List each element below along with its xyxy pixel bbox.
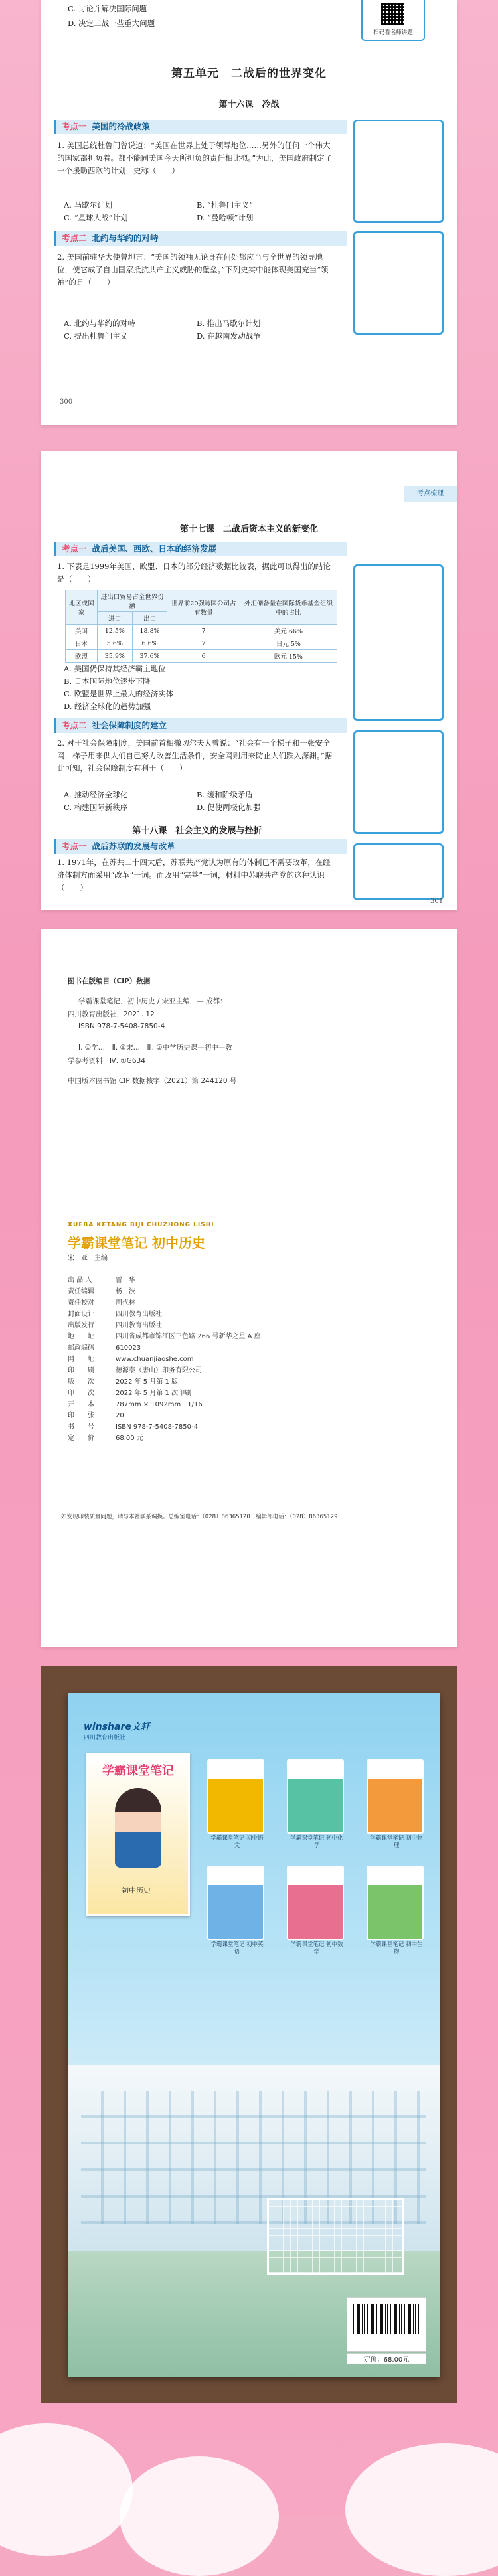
credit-key: 网 址 <box>68 1356 94 1363</box>
series-book-label: 学霸课堂笔记 初中物理 <box>370 1835 423 1849</box>
data-table <box>65 590 337 663</box>
option[interactable]: A. 推动经济全球化 <box>64 790 128 799</box>
option[interactable]: D. 经济全球化的趋势加强 <box>64 702 151 711</box>
option[interactable]: C. 欧盟是世界上最大的经济实体 <box>64 689 174 698</box>
lesson-title: 第十六课 冷战 <box>218 100 280 110</box>
lesson-title: 第十八课 社会主义的发展与挫折 <box>132 826 262 836</box>
key-point-title: 社会保障制度的建立 <box>92 720 167 730</box>
lesson-title: 第十七课 二战后资本主义的新变化 <box>179 524 318 534</box>
table-cell: 日本 <box>66 637 98 650</box>
credit-key: 地 址 <box>68 1333 94 1340</box>
key-point-heading <box>54 231 347 246</box>
note-box[interactable] <box>353 843 444 900</box>
option-d: D. 决定二战一些重大问题 <box>68 19 155 28</box>
question-2-options <box>64 317 343 343</box>
key-point-title: 战后美国、西欧、日本的经济发展 <box>92 544 217 554</box>
option[interactable]: B. 缓和阶级矛盾 <box>197 790 253 799</box>
decor-bubble <box>120 2456 279 2576</box>
main-book-subject: 初中历史 <box>122 1886 151 1895</box>
qr-code-icon <box>381 3 404 25</box>
credit-value: 四川教育出版社 <box>116 1322 162 1329</box>
barcode-icon <box>353 2304 420 2334</box>
side-tab-label: 考点梳理 <box>417 490 444 497</box>
main-book-thumbnail <box>86 1753 190 1916</box>
series-book-label: 学霸课堂笔记 初中英语 <box>210 1941 264 1955</box>
table-cell: 35.9% <box>97 650 132 663</box>
credit-value: 德源泰（唐山）印务有限公司 <box>116 1367 202 1374</box>
key-point-title: 北约与华约的对峙 <box>92 233 159 243</box>
credit-key: 封面设计 <box>68 1311 94 1318</box>
cip-line: Ⅰ. ①学… Ⅱ. ①宋… Ⅲ. ①中学历史课—初中—教 <box>78 1044 232 1052</box>
question-2-text: 2. 美国前驻华大使曾坦言：“美国的领袖无论身在何处都应当与全世界的领导地位，使它成了自由国家抵抗共产主义威胁的堡垒。”下列史实中能体现美国充当“领袖”的是（ ） <box>57 252 329 287</box>
table-cell: 7 <box>167 625 240 637</box>
table-cell: 37.6% <box>132 650 167 663</box>
key-point-heading <box>54 718 347 733</box>
table-cell: 日元 5% <box>240 637 337 650</box>
credit-key: 版 次 <box>68 1378 94 1386</box>
credit-key: 责任编辑 <box>68 1288 94 1295</box>
table-header: 进口 <box>97 612 132 625</box>
goal-net <box>267 2198 404 2275</box>
price-label: 定价：68.00元 <box>347 2353 426 2364</box>
table-cell: 7 <box>167 637 240 650</box>
credit-value: 杨 波 <box>116 1288 135 1295</box>
credit-row <box>68 1275 440 1286</box>
question-2-options <box>64 789 343 814</box>
series-book-label: 学霸课堂笔记 初中化学 <box>290 1835 343 1849</box>
table-header: 进出口贸易占全世界份额 <box>97 590 167 612</box>
key-point-tag: 考点一 <box>62 841 87 851</box>
footer-note: 如发现印装质量问题，请与本社联系调换。总编室电话：（028）86365120 编辑部电话：（028）86365129 <box>61 1514 338 1520</box>
character-illustration <box>115 1788 161 1868</box>
option[interactable]: C. “星球大战”计划 <box>64 213 128 222</box>
credit-row <box>68 1286 440 1297</box>
key-point-heading <box>54 839 347 854</box>
credit-key: 印 刷 <box>68 1367 94 1374</box>
credit-row <box>68 1388 440 1399</box>
book-editor: 宋 亚 主编 <box>68 1255 108 1262</box>
table-cell: 18.8% <box>132 625 167 637</box>
credit-value: 四川省成都市锦江区三色路 266 号新华之星 A 座 <box>116 1333 261 1340</box>
credit-row <box>68 1320 440 1331</box>
key-point-tag: 考点一 <box>62 121 87 131</box>
series-book-thumbnail <box>287 1759 344 1849</box>
credit-key: 责任校对 <box>68 1299 94 1307</box>
cip-title: 图书在版编目（CIP）数据 <box>68 977 151 985</box>
credit-value: 68.00 元 <box>116 1435 143 1442</box>
series-book-thumbnail <box>207 1866 264 1955</box>
option[interactable]: B. 推出马歇尔计划 <box>197 319 261 328</box>
table-row <box>66 625 337 637</box>
credit-key: 印 次 <box>68 1390 94 1397</box>
credit-row <box>68 1410 440 1421</box>
table-header: 出口 <box>132 612 167 625</box>
option[interactable]: A. 北约与华约的对峙 <box>64 319 135 328</box>
table-header: 外汇储备量在国际货币基金组织中的占比 <box>240 590 337 625</box>
series-book-thumbnail <box>207 1759 264 1849</box>
option[interactable]: B. “杜鲁门主义” <box>197 201 254 210</box>
credit-key: 出 品 人 <box>68 1277 92 1284</box>
cip-line: 学参考资料 Ⅳ. ①G634 <box>68 1057 145 1065</box>
barcode <box>347 2297 426 2352</box>
option[interactable]: C. 构建国际新秩序 <box>64 803 128 812</box>
table-header: 世界前20强跨国公司占有数量 <box>167 590 240 625</box>
publisher-subname: 四川教育出版社 <box>84 1735 126 1741</box>
key-point-heading <box>54 542 347 556</box>
side-tab <box>404 486 457 502</box>
credit-value: ISBN 978-7-5408-7850-4 <box>116 1423 198 1431</box>
credit-key: 邮政编码 <box>68 1344 94 1352</box>
series-book-label: 学霸课堂笔记 初中语文 <box>210 1835 264 1849</box>
credit-value: www.chuanjiaoshe.com <box>116 1356 194 1363</box>
pinyin-title: XUEBA KETANG BIJI CHUZHONG LISHI <box>68 1222 214 1228</box>
credits-list <box>68 1275 440 1444</box>
credit-value: 20 <box>116 1412 124 1419</box>
credit-value: 雷 华 <box>116 1277 135 1284</box>
option-c: C. 讨论并解决国际问题 <box>68 4 147 13</box>
key-point-tag: 考点一 <box>62 544 87 554</box>
table-cell: 美元 66% <box>240 625 337 637</box>
table-cell: 6.6% <box>132 637 167 650</box>
note-box[interactable] <box>353 231 444 335</box>
question-1-options <box>64 663 343 713</box>
series-book-label: 学霸课堂笔记 初中生物 <box>370 1941 423 1955</box>
credit-row <box>68 1399 440 1410</box>
credit-row <box>68 1354 440 1365</box>
note-box[interactable] <box>353 564 444 721</box>
question-1-text: 1. 美国总统杜鲁门曾说道：“美国在世界上处于领导地位……另外的任何一个伟大的国家都担负着。都不能同美国今天所担负的责任相比拟。”为此，美国政府制定了一个援助西欧的计划，史称（ ） <box>57 141 333 175</box>
table-cell: 欧元 15% <box>240 650 337 663</box>
option[interactable]: D. 在越南发动战争 <box>197 331 261 341</box>
credit-row <box>68 1297 440 1309</box>
table-cell: 12.5% <box>97 625 132 637</box>
book-back-cover <box>68 1693 440 2377</box>
credit-value: 2022 年 5 月第 1 版 <box>116 1378 179 1386</box>
page-number: 301 <box>430 898 444 905</box>
note-box[interactable] <box>353 730 444 834</box>
table-row <box>66 650 337 663</box>
publisher-name: winshare文轩 <box>84 1722 150 1732</box>
option[interactable]: A. 美国仍保持其经济霸主地位 <box>64 664 166 673</box>
option[interactable]: D. 促使两极化加强 <box>197 803 261 812</box>
table-cell: 5.6% <box>97 637 132 650</box>
book-title: 学霸课堂笔记 初中历史 <box>68 1235 205 1251</box>
credit-row <box>68 1433 440 1444</box>
option[interactable]: D. “曼哈顿”计划 <box>197 213 254 222</box>
question-3-text: 1. 1971年，在苏共二十四大后，苏联共产党认为原有的体制已不需要改革，在经济体制方面采用“改革”一词。而改用“完善”一词，材料中苏联共产党的这种认识（ ） <box>57 858 331 892</box>
qr-code[interactable] <box>361 0 425 41</box>
option[interactable]: C. 提出杜鲁门主义 <box>64 331 128 341</box>
book-page-300 <box>41 0 457 425</box>
credit-value: 周代林 <box>116 1299 135 1307</box>
table-header: 地区或国家 <box>66 590 98 625</box>
credit-key: 印 张 <box>68 1412 94 1419</box>
credit-value: 610023 <box>116 1344 141 1352</box>
key-point-tag: 考点二 <box>62 233 87 243</box>
credit-row <box>68 1331 440 1342</box>
unit-title: 第五单元 二战后的世界变化 <box>171 67 327 80</box>
main-book-title: 学霸课堂笔记 <box>102 1764 174 1778</box>
series-book-thumbnail <box>367 1866 424 1955</box>
page-number: 300 <box>60 398 73 406</box>
credit-row <box>68 1421 440 1433</box>
series-book-thumbnail <box>287 1866 344 1955</box>
copyright-page <box>41 929 457 1647</box>
option[interactable]: A. 马歇尔计划 <box>64 201 113 210</box>
key-point-heading <box>54 120 347 134</box>
credit-row <box>68 1365 440 1376</box>
key-point-tag: 考点二 <box>62 720 87 730</box>
credit-row <box>68 1342 440 1354</box>
cip-line: 四川教育出版社，2021. 12 <box>68 1010 155 1018</box>
cip-line: 学霸课堂笔记．初中历史 / 宋亚主编．— 成都： <box>78 997 227 1005</box>
credit-key: 定 价 <box>68 1435 94 1442</box>
credit-value: 四川教育出版社 <box>116 1311 162 1318</box>
table-cell: 6 <box>167 650 240 663</box>
question-1-text: 1. 下表是1999年美国、欧盟、日本的部分经济数据比较表，据此可以得出的结论是（ ） <box>57 562 331 584</box>
credit-key: 开 本 <box>68 1401 94 1408</box>
question-2-text: 2. 对于社会保障制度，美国前首相撒切尔夫人曾说：“社会有一个梯子和一张安全网，梯子用来供人们自己努力改善生活条件，安全网则用来防止人们跌入深渊。”据此可知，社会保障制度有利于（ ） <box>57 738 333 773</box>
credit-value: 2022 年 5 月第 1 次印刷 <box>116 1390 192 1397</box>
credit-row <box>68 1309 440 1320</box>
credit-row <box>68 1376 440 1388</box>
question-1-options <box>64 199 343 224</box>
cip-line: ISBN 978-7-5408-7850-4 <box>78 1022 165 1030</box>
key-point-title: 美国的冷战政策 <box>92 121 151 131</box>
table-cell: 美国 <box>66 625 98 637</box>
credit-key: 出版发行 <box>68 1322 94 1329</box>
key-point-title: 战后苏联的发展与改革 <box>92 841 175 851</box>
cip-line: 中国版本图书馆 CIP 数据核字（2021）第 244120 号 <box>68 1077 237 1085</box>
option[interactable]: B. 日本国际地位逐步下降 <box>64 677 151 686</box>
note-box[interactable] <box>353 120 444 223</box>
table-row <box>66 637 337 650</box>
book-page-301 <box>41 451 457 910</box>
qr-caption: 扫码看名师讲题 <box>373 29 413 36</box>
publisher-logo <box>84 1720 150 1741</box>
series-book-label: 学霸课堂笔记 初中数学 <box>290 1941 343 1955</box>
table-cell: 欧盟 <box>66 650 98 663</box>
credit-value: 787mm × 1092mm 1/16 <box>116 1401 203 1408</box>
series-book-thumbnail <box>367 1759 424 1849</box>
back-cover-photo <box>41 1666 457 2403</box>
credit-key: 书 号 <box>68 1423 94 1431</box>
